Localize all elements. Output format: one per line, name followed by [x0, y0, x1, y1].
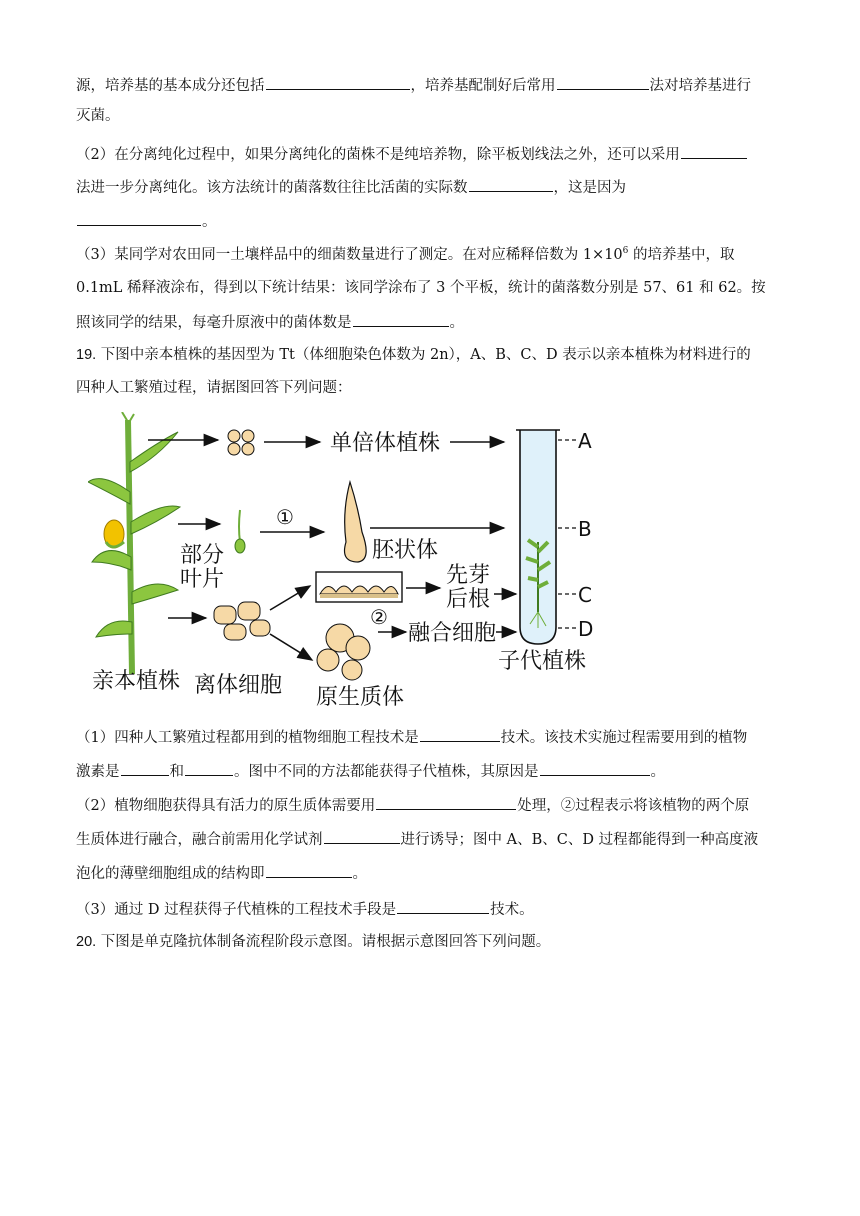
answer-blank[interactable] [397, 898, 489, 914]
text: 法对培养基进行 [649, 78, 751, 94]
embryoid-icon [345, 482, 367, 562]
q20-stem [76, 932, 788, 952]
text: 的培养基中，取 [628, 247, 735, 263]
text: 泡化的薄壁细胞组成的结构即 [76, 866, 265, 882]
callus-tray-icon [316, 572, 402, 602]
test-tube-icon [516, 430, 560, 644]
q19-stem-line-2 [76, 378, 788, 398]
q18-line-1 [76, 74, 788, 96]
text: 。 [352, 866, 367, 882]
answer-blank[interactable] [324, 828, 400, 844]
text: 处理，②过程表示将该植物的两个原 [517, 798, 750, 814]
q18-line-2 [76, 106, 788, 126]
isolated-cells-icon [214, 602, 270, 640]
answer-blank[interactable] [469, 176, 553, 192]
text: （2）植物细胞获得具有活力的原生质体需要用 [76, 798, 376, 814]
label-c: C [578, 583, 592, 607]
text: （2）在分离纯化过程中，如果分离纯化的菌株不是纯培养物，除平板划线法之外，还可以采用 [76, 147, 680, 163]
answer-blank[interactable] [77, 210, 201, 226]
protoplasts-icon [317, 624, 370, 680]
q18-part2-line-1 [76, 143, 788, 165]
q19-part2-line-2 [76, 828, 788, 850]
text: ，这是因为 [553, 180, 626, 196]
step-2-label: ② [370, 605, 388, 629]
text: 进行诱导；图中 A、B、C、D 过程都能得到一种高度液 [400, 832, 759, 848]
parent-plant-label: 亲本植株 [92, 669, 181, 694]
answer-blank[interactable] [121, 760, 169, 776]
shoot-first-label: 先芽 [446, 563, 491, 588]
answer-blank[interactable] [681, 143, 747, 159]
partial-label-1: 部分 [180, 543, 225, 568]
q19-part2-line-3 [76, 862, 788, 884]
text: 灭菌。 [76, 108, 120, 124]
text: （3）通过 D 过程获得子代植株的工程技术手段是 [76, 902, 397, 918]
q19-part1-line-1 [76, 726, 788, 748]
q19-stem-line-1 [76, 345, 788, 365]
answer-blank[interactable] [185, 760, 233, 776]
answer-blank[interactable] [540, 760, 650, 776]
text: 。图中不同的方法都能获得子代植株，其原因是 [234, 764, 539, 780]
text: 。 [650, 764, 665, 780]
text: 四种人工繁殖过程，请据图回答下列问题： [76, 380, 352, 396]
text: （1）四种人工繁殖过程都用到的植物细胞工程技术是 [76, 730, 419, 746]
text: 和 [169, 764, 184, 780]
question-number: 19. [76, 347, 97, 363]
text: 。 [449, 315, 464, 331]
text: （3）某同学对农田同一土壤样品中的细菌数量进行了测定。在对应稀释倍数为 1×10 [76, 247, 623, 263]
text: 。 [202, 214, 217, 230]
answer-blank[interactable] [266, 74, 410, 90]
q19-part1-line-2 [76, 760, 788, 782]
text: 0.1mL 稀释液涂布，得到以下统计结果：该同学涂布了 3 个平板，统计的菌落数分别是 57、61 和 62。按 [76, 280, 766, 296]
q18-part3-line-2 [76, 278, 788, 298]
q19-part3-line-1 [76, 898, 788, 920]
answer-blank[interactable] [557, 74, 649, 90]
q18-part3-line-3 [76, 311, 788, 333]
text: 激素是 [76, 764, 120, 780]
isolated-cell-label: 离体细胞 [194, 673, 283, 698]
text: 技术。该技术实施过程需要用到的植物 [500, 730, 748, 746]
embryoid-label: 胚状体 [372, 538, 439, 563]
parent-plant-illustration [88, 412, 180, 674]
fused-cell-label: 融合细胞 [408, 621, 497, 646]
label-a: A [578, 429, 592, 453]
question-number: 20. [76, 934, 97, 950]
protoplast-label: 原生质体 [316, 685, 405, 710]
root-later-label: 后根 [446, 587, 491, 612]
q18-part2-line-2 [76, 176, 788, 198]
step-1-label: ① [276, 505, 294, 529]
arrow [270, 634, 312, 660]
answer-blank[interactable] [376, 794, 516, 810]
offspring-label: 子代植株 [498, 649, 587, 674]
q19-part2-line-1 [76, 794, 788, 816]
q18-part3-line-1 [76, 245, 788, 265]
text: 法进一步分离纯化。该方法统计的菌落数往往比活菌的实际数 [76, 180, 468, 196]
superscript: 6 [622, 246, 629, 257]
text: 下图是单克隆抗体制备流程阶段示意图。请根据示意图回答下列问题。 [100, 934, 551, 950]
text: 生质体进行融合，融合前需用化学试剂 [76, 832, 323, 848]
label-d: D [578, 617, 594, 641]
label-b: B [578, 517, 592, 541]
text: 下图中亲本植株的基因型为 Tt（体细胞染色体数为 2n），A、B、C、D 表示以亲本植株为材料进行的 [100, 347, 751, 363]
q18-part2-line-3 [76, 210, 788, 232]
explant-sprout-icon [235, 510, 245, 553]
answer-blank[interactable] [353, 311, 449, 327]
callus-cells-icon [228, 430, 254, 455]
text: 技术。 [490, 902, 534, 918]
haploid-plant-label: 单倍体植株 [330, 431, 441, 456]
text: ，培养基配制好后常用 [410, 78, 556, 94]
arrow [270, 586, 310, 610]
plant-propagation-diagram [88, 412, 608, 712]
text: 照该同学的结果，每毫升原液中的菌体数是 [76, 315, 352, 331]
partial-label-2: 叶片 [180, 567, 225, 592]
answer-blank[interactable] [266, 862, 352, 878]
text: 源，培养基的基本成分还包括 [76, 78, 265, 94]
answer-blank[interactable] [420, 726, 500, 742]
